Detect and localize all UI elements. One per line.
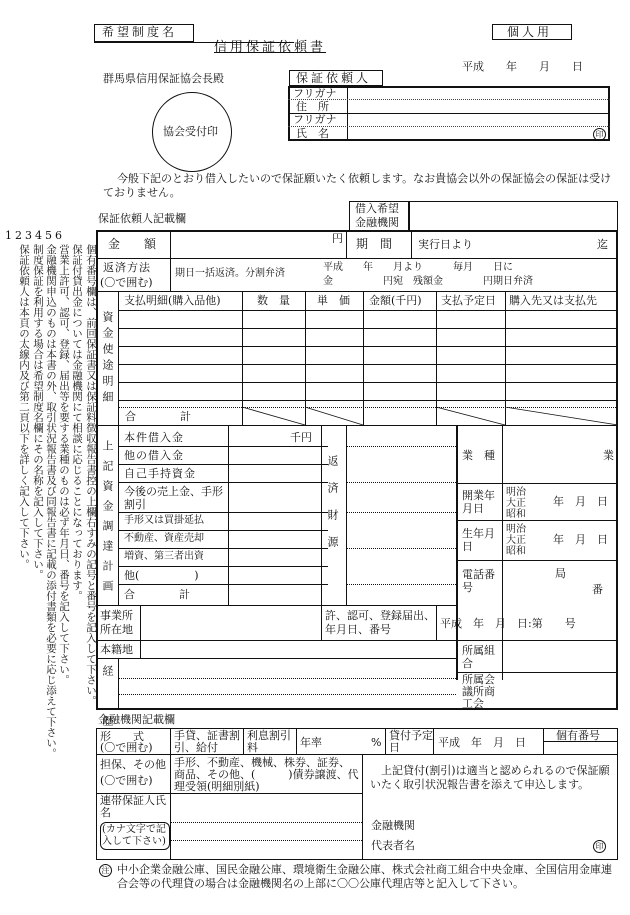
- notes-numbers: 123456: [5, 229, 65, 242]
- plan-item-2: 自己手持資金: [124, 467, 196, 480]
- repay-method[interactable]: 期日一括返済。分割弁済: [175, 268, 285, 279]
- birth-label: 生年月日: [462, 527, 495, 553]
- kikan-end: 迄: [597, 238, 608, 251]
- funds-total-slash: [242, 407, 618, 425]
- requester-seal: 印: [593, 128, 606, 141]
- note-6: 保証依頼人は本頁の太線内及び第二頁以下を詳しく記入して下さい。: [18, 244, 30, 570]
- gyoshu-label: 業 種: [462, 449, 495, 462]
- plan-item-6: 増資、第三者出資: [124, 551, 204, 562]
- plan-side-label: 上記資金調達計画: [101, 440, 114, 600]
- plan-item-3: 今後の売上金、手形割引: [124, 485, 223, 511]
- rishi-label: 利息割引料: [247, 729, 291, 754]
- amount-label: 金 額: [108, 237, 163, 251]
- plan-item-4: 手形又は買掛延払: [124, 515, 204, 526]
- req-name: 氏 名: [296, 127, 329, 140]
- kashitsuke-label: 貸付予定日: [389, 729, 433, 754]
- shozoku-label: 所属組合: [462, 644, 495, 670]
- honseki-label: 本籍地: [100, 643, 133, 656]
- shozoku2-label: 所属会議所商工会: [462, 673, 495, 710]
- kashitsuke-value[interactable]: 平成 年 月 日: [438, 736, 526, 749]
- req-address: 住 所: [296, 100, 329, 113]
- funds-h5: 購入先又は支払先: [509, 294, 597, 307]
- tanpo-label: 担保、その他: [100, 758, 166, 771]
- date-line[interactable]: 平成 年 月 日: [462, 60, 583, 73]
- requester-header: 保証依頼人: [296, 71, 372, 85]
- tanpo-label-2: (〇で囲む): [100, 774, 153, 787]
- bank-statement: 上記貸付(割引)は適当と認められるので保証願いたく取引状況報告書を添えて申込します。: [370, 764, 610, 791]
- note-2: 保証付貸出金については金融機関にて相談に応じることになっております。: [71, 244, 83, 601]
- funds-h2: 単 価: [317, 294, 350, 307]
- repay-label-2: (〇で囲む): [100, 276, 153, 289]
- tel-kyoku: 局: [555, 567, 566, 580]
- plan-unit: 千円: [290, 431, 312, 444]
- note-3: 営業上許可、認可、登録、届出等を要する業種のものは必ず年月日、番号を記入して下さい。: [58, 244, 70, 685]
- bank-seal: 印: [593, 840, 606, 853]
- tel-ban: 番: [592, 583, 603, 596]
- office-label: 事業所所在地: [100, 609, 133, 636]
- repay-label-1: 返済方法: [103, 261, 151, 274]
- plan-item-8: 合 計: [124, 588, 190, 601]
- funds-h3: 金額(千円): [369, 294, 422, 307]
- daihyo-label: 代表者名: [371, 839, 415, 852]
- keishiki-label-2: (〇で囲む): [100, 741, 153, 754]
- bank-label-1: 借入希望: [355, 202, 399, 215]
- note-4: 金融機関申込のものは本書の外、取引状況報告書及び同報告書に記載の添付書類を必要に応じ添えて下さい。: [45, 244, 57, 759]
- plan-item-1: 他の借入金: [124, 449, 184, 462]
- plan-item-7: 他( ): [124, 569, 199, 582]
- note-1: 個有番号欄は、前回保証書又は保証料徴収報告書控の上欄右すみの記号と番号を記入して下さい。: [85, 244, 97, 706]
- kaigyo-era: 明治 大正 昭和: [506, 487, 526, 520]
- kibo-seido-label: 希望制度名: [102, 25, 178, 39]
- kana-note: (カナ文字で記入して下さい): [100, 822, 170, 850]
- amount-unit: 円: [332, 232, 343, 245]
- kikan-label: 期 間: [356, 237, 393, 251]
- form-title: 信用保証依頼書: [214, 40, 327, 55]
- kaigyo-ymd[interactable]: 年 月 日: [553, 495, 608, 508]
- gyoshu-suffix: 業: [603, 449, 614, 462]
- pct: %: [371, 736, 382, 749]
- permit-value[interactable]: 平成 年 月 日:第 号: [440, 617, 576, 630]
- repay-line-2[interactable]: 金 円宛 残額金 円期日弁済: [323, 276, 533, 287]
- bank-field[interactable]: [409, 201, 618, 231]
- section1-title: 保証依頼人記載欄: [98, 212, 186, 225]
- funds-h4: 支払予定日: [441, 294, 496, 307]
- tel-label: 電話番号: [462, 568, 495, 594]
- keishiki-label: 形 式: [100, 730, 144, 743]
- funds-h1: 数 量: [257, 294, 290, 307]
- birth-era: 明治 大正 昭和: [506, 524, 526, 557]
- section2-title: 金融機関記載欄: [98, 713, 175, 726]
- nenritsu-label: 年率: [300, 736, 322, 749]
- bank-name-label: 金融機関: [371, 819, 415, 832]
- note-5: 制度保証を利用する場合は希望制度名欄にその名称を記入して下さい。: [32, 244, 44, 580]
- req-furigana-1: フリガナ: [293, 87, 337, 100]
- req-furigana-2: フリガナ: [293, 113, 337, 126]
- footnote-text: 中小企業金融公庫、国民金融公庫、環境衛生金融公庫、株式会社商工組合中央金庫、全国信用金庫連合会等の代理貸の場合は金融機関名の上部に〇〇公庫代理店等と記入して下さい。: [117, 863, 612, 890]
- koyu-label: 個有番号: [556, 729, 600, 742]
- keishiki-options[interactable]: 手貸、証書割引、給付: [174, 729, 240, 754]
- permit-label: 許、認可、登録届出、年月日、番号: [325, 609, 435, 636]
- kaigyo-label: 開業年月日: [462, 489, 495, 515]
- repay-line-1[interactable]: 平成 年 月より 毎月 日に: [323, 262, 513, 273]
- kikan-value[interactable]: 実行日より: [418, 238, 473, 251]
- funds-h0: 支払明細(購入品他): [124, 294, 221, 307]
- funds-total: 合 計: [125, 410, 191, 423]
- plan-item-5: 不動産、資産売却: [124, 533, 204, 544]
- intro-text: 今般下記のとおり借入したいので保証願いたく依頼します。なお貴協会以外の保証協会の保証は受けておりません。: [103, 172, 612, 199]
- funds-side-label: 資金使途明細: [101, 311, 114, 407]
- addressee: 群馬県信用保証協会長殿: [103, 72, 224, 85]
- stamp-label: 協会受付印: [163, 125, 218, 138]
- plan-item-0: 本件借入金: [124, 431, 184, 444]
- birth-ymd[interactable]: 年 月 日: [553, 533, 608, 546]
- plan-source-label: 返済財源: [326, 455, 339, 563]
- keireki-label: 経 歴: [101, 665, 114, 740]
- kojin-label: 個人用: [507, 25, 553, 39]
- bank-label-2: 金融機関: [355, 216, 399, 229]
- footnote-mark: 注: [99, 864, 112, 877]
- rentai-label: 連帯保証人氏名: [100, 794, 166, 819]
- tanpo-options[interactable]: 手形、不動産、機械、株券、証券、商品、その他、( )債券譲渡、代理受領(明細別紙): [174, 756, 359, 793]
